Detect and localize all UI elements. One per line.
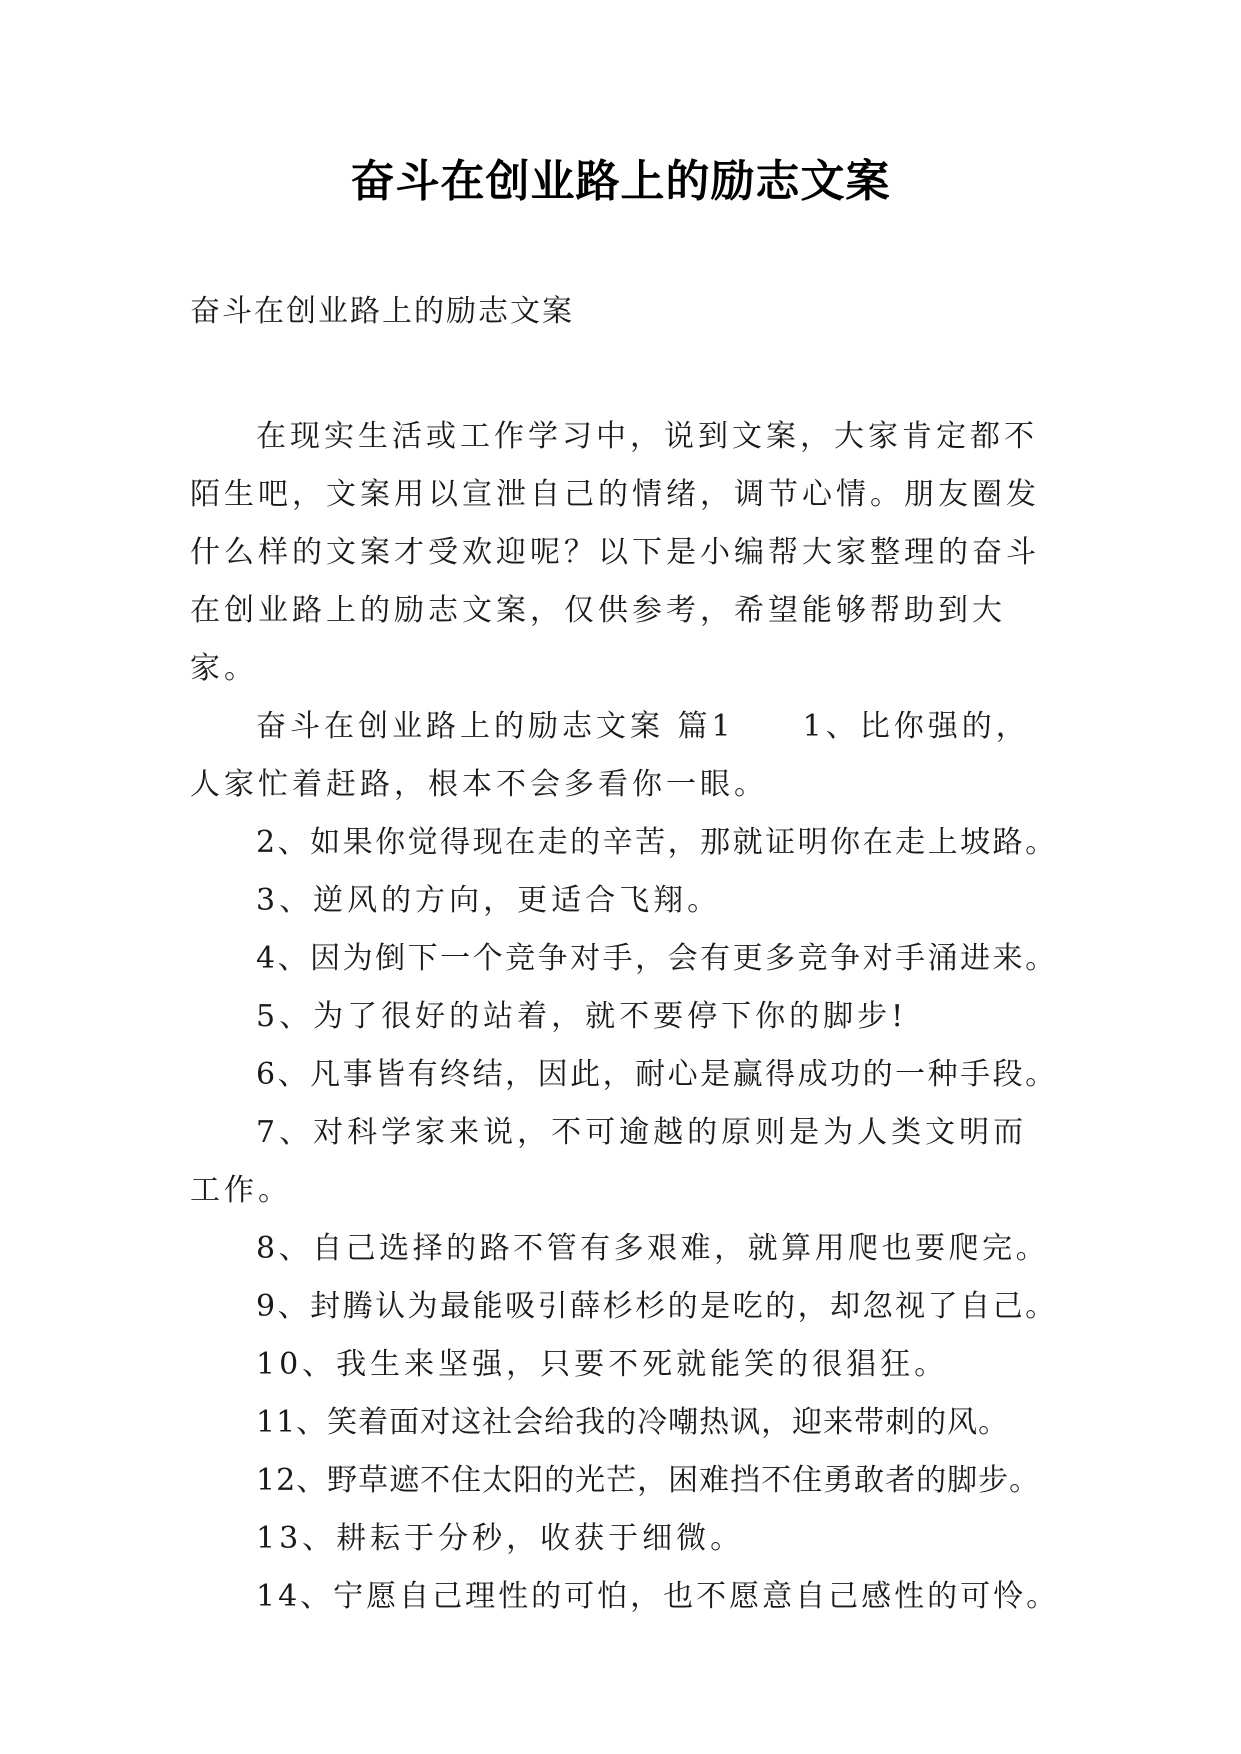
document-title: 奋斗在创业路上的励志文案 (350, 156, 891, 207)
list-item: 4、因为倒下一个竞争对手，会有更多竞争对手涌进来。 (256, 941, 1058, 976)
section-1-paragraph: 奋斗在创业路上的励志文案 篇1 1、比你强的，人家忙着赶路，根本不会多看你一眼。 (190, 709, 1030, 802)
list-item: 13、耕耘于分秒，收获于细微。 (256, 1521, 745, 1556)
list-item: 7、对科学家来说，不可逾越的原则是为人类文明而工作。 (190, 1115, 1028, 1208)
intro-paragraph: 在现实生活或工作学习中，说到文案，大家肯定都不陌生吧，文案用以宣泄自己的情绪，调节心情。朋友圈发什么样的文案才受欢迎呢？以下是小编帮大家整理的奋斗在创业路上的励志文案，仅供参考，希望能够帮助到大家。 (190, 419, 1040, 686)
list-item: 11、笑着面对这社会给我的冷嘲热讽，迎来带刺的风。 (256, 1405, 1010, 1440)
list-item: 8、自己选择的路不管有多艰难，就算用爬也要爬完。 (256, 1231, 1050, 1266)
list-item: 14、宁愿自己理性的可怕，也不愿意自己感性的可怜。 (256, 1579, 1060, 1614)
list-item: 3、逆风的方向，更适合飞翔。 (256, 883, 722, 918)
list-item: 6、凡事皆有终结，因此，耐心是赢得成功的一种手段。 (256, 1057, 1058, 1092)
list-item: 12、野草遮不住太阳的光芒，困难挡不住勇敢者的脚步。 (256, 1463, 1041, 1498)
list-item: 2、如果你觉得现在走的辛苦，那就证明你在走上坡路。 (256, 825, 1058, 860)
document-body (190, 408, 1060, 1626)
list-item: 9、封腾认为最能吸引薛杉杉的是吃的，却忽视了自己。 (256, 1289, 1058, 1324)
document-subtitle: 奋斗在创业路上的励志文案 (190, 294, 574, 329)
list-item: 5、为了很好的站着，就不要停下你的脚步! (256, 999, 908, 1034)
list-item: 10、我生来坚强，只要不死就能笑的很猖狂。 (256, 1347, 949, 1382)
